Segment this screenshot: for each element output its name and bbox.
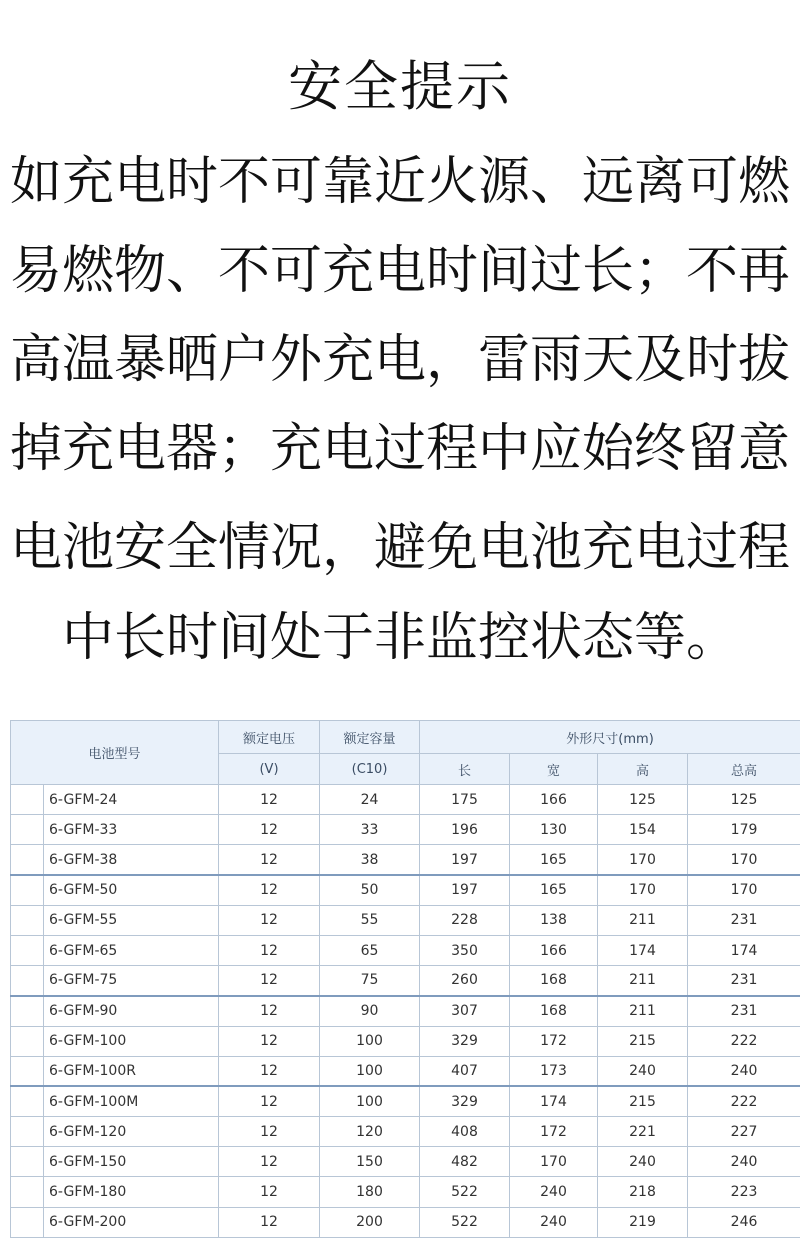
height-cell: 219 (598, 1207, 688, 1237)
notice-title: 安全提示 (288, 55, 512, 118)
model-cell: 6-GFM-33 (44, 815, 219, 845)
length-cell: 228 (420, 905, 510, 935)
header-total-height: 总高 (688, 754, 800, 785)
length-cell: 522 (420, 1207, 510, 1237)
row-spacer-cell (11, 875, 44, 905)
header-length: 长 (420, 754, 510, 785)
length-cell: 329 (420, 1026, 510, 1056)
height-cell: 215 (598, 1086, 688, 1116)
row-spacer-cell (11, 815, 44, 845)
header-dimensions: 外形尺寸(mm) (420, 721, 800, 754)
table-row (11, 905, 800, 935)
height-cell: 170 (598, 845, 688, 875)
header-height: 高 (598, 754, 688, 785)
model-cell: 6-GFM-90 (44, 996, 219, 1026)
capacity-cell: 24 (320, 785, 420, 815)
height-cell: 211 (598, 996, 688, 1026)
header-voltage-unit: (V) (219, 754, 320, 785)
total-height-cell: 170 (688, 845, 800, 875)
row-spacer-cell (11, 1086, 44, 1116)
capacity-cell: 150 (320, 1147, 420, 1177)
length-cell: 197 (420, 845, 510, 875)
table-row (11, 785, 800, 815)
row-spacer-cell (11, 966, 44, 996)
length-cell: 329 (420, 1086, 510, 1116)
voltage-cell: 12 (219, 1056, 320, 1086)
table-row (11, 1147, 800, 1177)
model-cell: 6-GFM-24 (44, 785, 219, 815)
width-cell: 240 (510, 1207, 598, 1237)
row-spacer-cell (11, 935, 44, 965)
header-width: 宽 (510, 754, 598, 785)
voltage-cell: 12 (219, 785, 320, 815)
total-height-cell: 231 (688, 966, 800, 996)
capacity-cell: 90 (320, 996, 420, 1026)
table-row (11, 1117, 800, 1147)
capacity-cell: 100 (320, 1086, 420, 1116)
table-row (11, 1207, 800, 1237)
length-cell: 350 (420, 935, 510, 965)
model-cell: 6-GFM-150 (44, 1147, 219, 1177)
total-height-cell: 231 (688, 905, 800, 935)
total-height-cell: 240 (688, 1056, 800, 1086)
width-cell: 240 (510, 1177, 598, 1207)
table-row (11, 1056, 800, 1086)
height-cell: 211 (598, 966, 688, 996)
table-row (11, 845, 800, 875)
total-height-cell: 246 (688, 1207, 800, 1237)
length-cell: 196 (420, 815, 510, 845)
notice-line: 高温暴晒户外充电，雷雨天及时拔 (9, 330, 790, 390)
width-cell: 168 (510, 966, 598, 996)
notice-line: 中长时间处于非监控状态等。 (61, 608, 738, 668)
voltage-cell: 12 (219, 1117, 320, 1147)
length-cell: 307 (420, 996, 510, 1026)
length-cell: 260 (420, 966, 510, 996)
width-cell: 165 (510, 875, 598, 905)
capacity-cell: 33 (320, 815, 420, 845)
capacity-cell: 38 (320, 845, 420, 875)
length-cell: 408 (420, 1117, 510, 1147)
capacity-cell: 55 (320, 905, 420, 935)
model-cell: 6-GFM-100 (44, 1026, 219, 1056)
row-spacer-cell (11, 845, 44, 875)
model-cell: 6-GFM-200 (44, 1207, 219, 1237)
capacity-cell: 100 (320, 1026, 420, 1056)
row-spacer-cell (11, 1207, 44, 1237)
height-cell: 218 (598, 1177, 688, 1207)
width-cell: 165 (510, 845, 598, 875)
notice-line: 易燃物、不可充电时间过长；不再 (9, 241, 790, 301)
total-height-cell: 227 (688, 1117, 800, 1147)
battery-spec-table (10, 720, 800, 1238)
total-height-cell: 222 (688, 1026, 800, 1056)
row-spacer-cell (11, 1177, 44, 1207)
width-cell: 130 (510, 815, 598, 845)
voltage-cell: 12 (219, 815, 320, 845)
voltage-cell: 12 (219, 1086, 320, 1116)
width-cell: 170 (510, 1147, 598, 1177)
header-capacity-unit: (C10) (320, 754, 420, 785)
total-height-cell: 174 (688, 935, 800, 965)
voltage-cell: 12 (219, 1207, 320, 1237)
width-cell: 172 (510, 1026, 598, 1056)
total-height-cell: 222 (688, 1086, 800, 1116)
table-row (11, 996, 800, 1026)
height-cell: 215 (598, 1026, 688, 1056)
header-model: 电池型号 (11, 721, 219, 785)
total-height-cell: 223 (688, 1177, 800, 1207)
capacity-cell: 75 (320, 966, 420, 996)
height-cell: 125 (598, 785, 688, 815)
model-cell: 6-GFM-55 (44, 905, 219, 935)
table-row (11, 875, 800, 905)
table-row (11, 1177, 800, 1207)
voltage-cell: 12 (219, 996, 320, 1026)
row-spacer-cell (11, 1147, 44, 1177)
capacity-cell: 200 (320, 1207, 420, 1237)
length-cell: 482 (420, 1147, 510, 1177)
voltage-cell: 12 (219, 875, 320, 905)
table-row (11, 1026, 800, 1056)
voltage-cell: 12 (219, 1177, 320, 1207)
model-cell: 6-GFM-120 (44, 1117, 219, 1147)
capacity-cell: 50 (320, 875, 420, 905)
height-cell: 170 (598, 875, 688, 905)
capacity-cell: 120 (320, 1117, 420, 1147)
voltage-cell: 12 (219, 966, 320, 996)
table-row (11, 966, 800, 996)
length-cell: 407 (420, 1056, 510, 1086)
width-cell: 172 (510, 1117, 598, 1147)
width-cell: 166 (510, 935, 598, 965)
length-cell: 197 (420, 875, 510, 905)
voltage-cell: 12 (219, 905, 320, 935)
table-row (11, 1086, 800, 1116)
model-cell: 6-GFM-180 (44, 1177, 219, 1207)
width-cell: 168 (510, 996, 598, 1026)
row-spacer-cell (11, 1026, 44, 1056)
capacity-cell: 65 (320, 935, 420, 965)
table-body (11, 785, 800, 1238)
row-spacer-cell (11, 785, 44, 815)
notice-line: 如充电时不可靠近火源、远离可燃 (9, 152, 790, 212)
voltage-cell: 12 (219, 1147, 320, 1177)
width-cell: 138 (510, 905, 598, 935)
model-cell: 6-GFM-75 (44, 966, 219, 996)
model-cell: 6-GFM-38 (44, 845, 219, 875)
row-spacer-cell (11, 996, 44, 1026)
height-cell: 211 (598, 905, 688, 935)
header-capacity: 额定容量 (320, 721, 420, 754)
voltage-cell: 12 (219, 1026, 320, 1056)
length-cell: 175 (420, 785, 510, 815)
total-height-cell: 125 (688, 785, 800, 815)
height-cell: 240 (598, 1056, 688, 1086)
height-cell: 174 (598, 935, 688, 965)
row-spacer-cell (11, 1117, 44, 1147)
model-cell: 6-GFM-65 (44, 935, 219, 965)
notice-line: 电池安全情况，避免电池充电过程 (9, 518, 790, 578)
capacity-cell: 100 (320, 1056, 420, 1086)
total-height-cell: 179 (688, 815, 800, 845)
row-spacer-cell (11, 1056, 44, 1086)
total-height-cell: 231 (688, 996, 800, 1026)
height-cell: 221 (598, 1117, 688, 1147)
table-row (11, 815, 800, 845)
model-cell: 6-GFM-50 (44, 875, 219, 905)
height-cell: 240 (598, 1147, 688, 1177)
model-cell: 6-GFM-100R (44, 1056, 219, 1086)
height-cell: 154 (598, 815, 688, 845)
notice-line: 掉充电器；充电过程中应始终留意 (9, 419, 790, 479)
row-spacer-cell (11, 905, 44, 935)
capacity-cell: 180 (320, 1177, 420, 1207)
width-cell: 174 (510, 1086, 598, 1116)
total-height-cell: 240 (688, 1147, 800, 1177)
voltage-cell: 12 (219, 935, 320, 965)
voltage-cell: 12 (219, 845, 320, 875)
model-cell: 6-GFM-100M (44, 1086, 219, 1116)
table-row (11, 935, 800, 965)
total-height-cell: 170 (688, 875, 800, 905)
width-cell: 173 (510, 1056, 598, 1086)
length-cell: 522 (420, 1177, 510, 1207)
width-cell: 166 (510, 785, 598, 815)
header-voltage: 额定电压 (219, 721, 320, 754)
